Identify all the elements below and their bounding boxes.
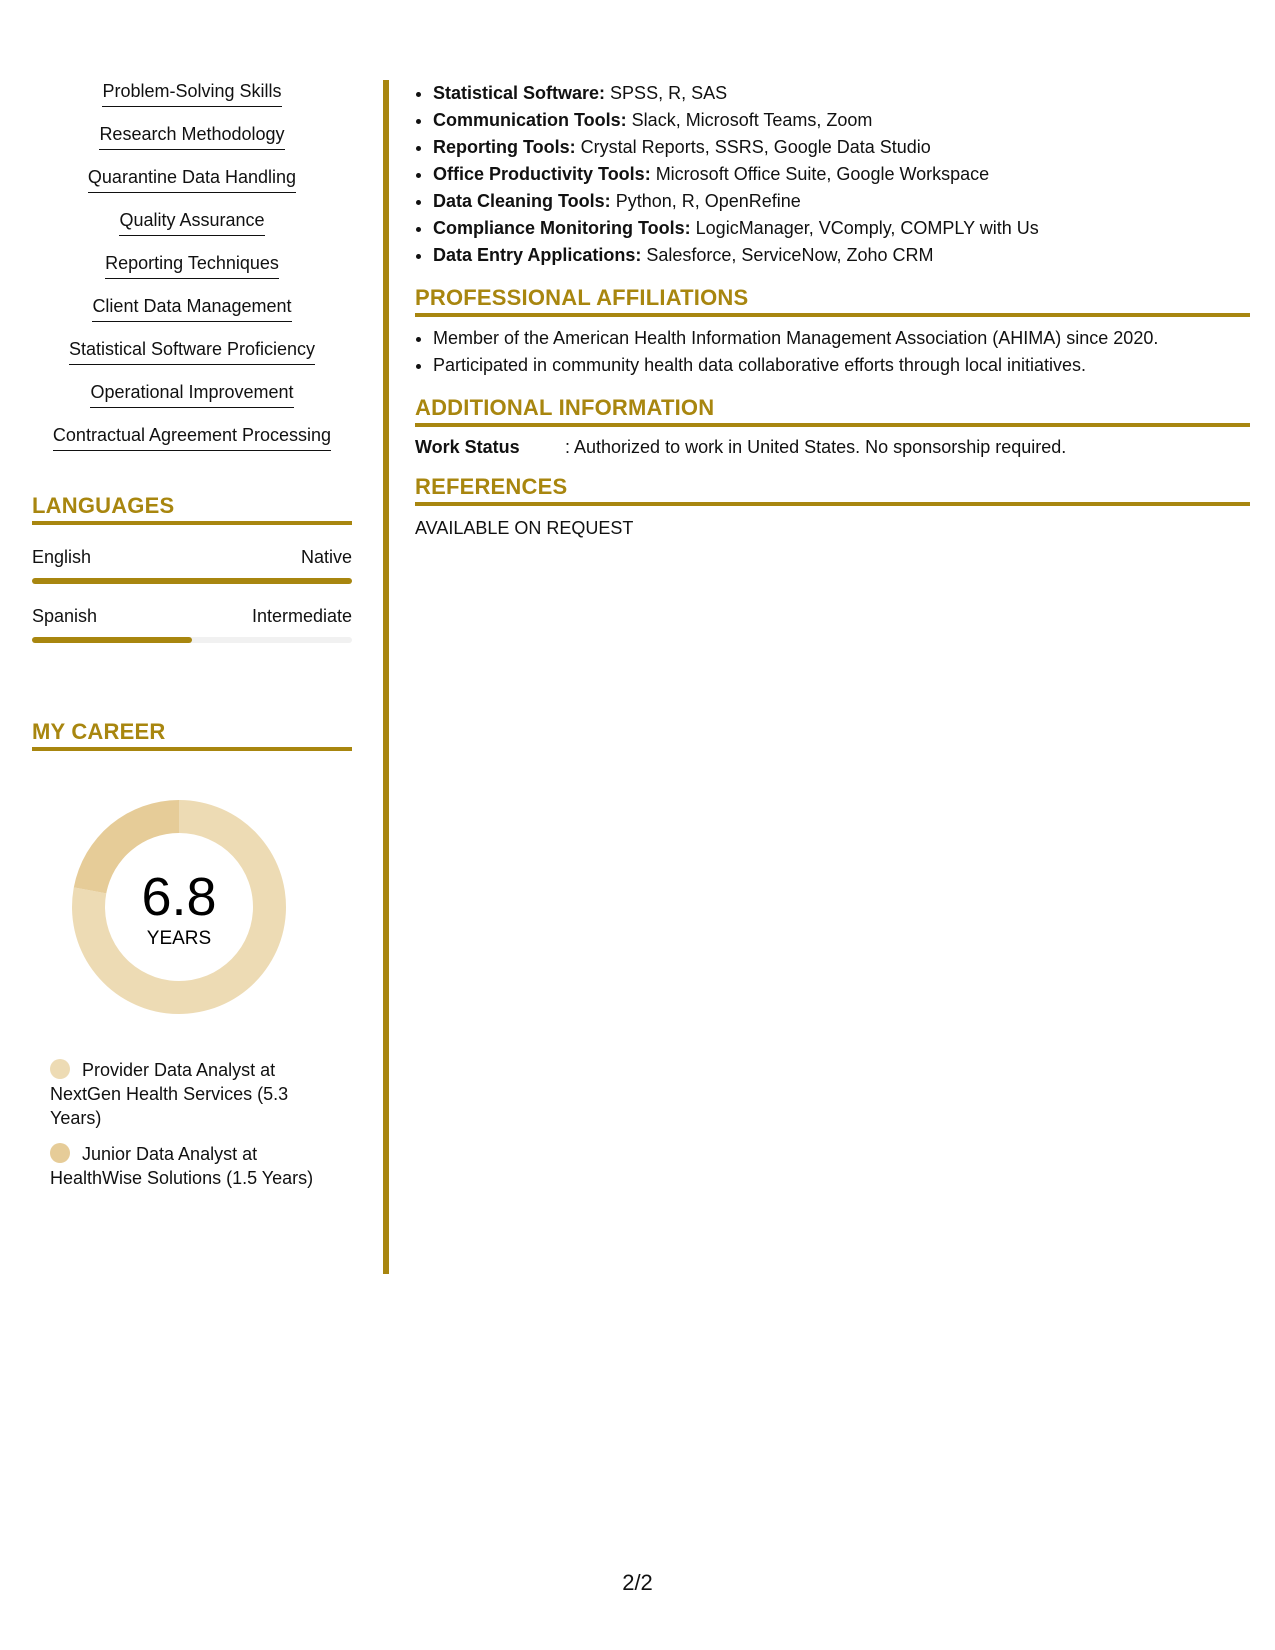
tool-values: SPSS, R, SAS <box>605 83 728 103</box>
main-content <box>415 80 1250 539</box>
career-total-years: 6.8 <box>141 867 217 927</box>
career-legend <box>50 1058 320 1190</box>
career-donut-chart <box>66 794 292 1020</box>
tools-list-item <box>433 134 1250 161</box>
page-number: 2/2 <box>622 1570 653 1595</box>
skill-tag: Research Methodology <box>99 123 284 150</box>
work-status-row <box>415 437 1250 458</box>
skill-tag: Reporting Techniques <box>105 252 279 279</box>
tool-category: Data Entry Applications: <box>433 245 642 265</box>
language-level: Native <box>300 547 352 567</box>
tools-list-item <box>433 242 1250 269</box>
affiliation-item: • Member of the American Health Information Management Association (AHIMA) since 2020. <box>433 325 1250 352</box>
skill-tag: Contractual Agreement Processing <box>53 424 331 451</box>
sidebar <box>32 80 352 1202</box>
skill-tag: Operational Improvement <box>90 381 293 408</box>
legend-dot-icon <box>50 1143 70 1163</box>
tool-values: Slack, Microsoft Teams, Zoom <box>626 110 873 130</box>
tool-values: Python, R, OpenRefine <box>610 191 801 211</box>
language-proficiency-bar <box>32 637 352 643</box>
skill-tag: Quality Assurance <box>119 209 264 236</box>
tools-list-item <box>433 80 1250 107</box>
tools-list-item <box>433 107 1250 134</box>
tool-values: Microsoft Office Suite, Google Workspace <box>650 164 990 184</box>
language-item <box>32 547 352 584</box>
tool-category: Compliance Monitoring Tools: <box>433 218 691 238</box>
skill-tag: Problem-Solving Skills <box>102 80 281 107</box>
tools-list-item <box>433 161 1250 188</box>
tool-values: LogicManager, VComply, COMPLY with Us <box>690 218 1039 238</box>
skill-tag: Quarantine Data Handling <box>88 166 296 193</box>
language-name: Spanish <box>32 606 98 626</box>
tool-category: Office Productivity Tools: <box>433 164 651 184</box>
career-legend-label: Junior Data Analyst at HealthWise Solutions (1.5 Years) <box>50 1144 314 1188</box>
affiliations-list <box>415 325 1250 379</box>
language-name: English <box>32 547 92 567</box>
affiliation-item: • Participated in community health data collaborative efforts through local initiatives. <box>433 352 1250 379</box>
tool-category: Statistical Software: <box>433 83 606 103</box>
skill-tag: Statistical Software Proficiency <box>69 338 315 365</box>
affiliations-heading: PROFESSIONAL AFFILIATIONS <box>415 285 1250 317</box>
references-heading: REFERENCES <box>415 474 1250 506</box>
tools-list <box>415 80 1250 269</box>
career-legend-label: Provider Data Analyst at NextGen Health Services (5.3 Years) <box>50 1060 289 1128</box>
career-heading: MY CAREER <box>32 719 352 751</box>
languages-heading: LANGUAGES <box>32 493 352 525</box>
column-divider <box>383 80 389 1274</box>
career-legend-item <box>50 1142 320 1190</box>
skill-tag: Client Data Management <box>92 295 291 322</box>
work-status-value: : Authorized to work in United States. No sponsorship required. <box>565 437 1067 457</box>
language-proficiency-fill <box>32 578 352 584</box>
language-proficiency-bar <box>32 578 352 584</box>
career-legend-item <box>50 1058 320 1130</box>
tools-list-item <box>433 215 1250 242</box>
tool-values: Salesforce, ServiceNow, Zoho CRM <box>641 245 934 265</box>
language-level: Intermediate <box>251 606 352 626</box>
references-text: AVAILABLE ON REQUEST <box>415 518 634 538</box>
language-proficiency-fill <box>32 637 192 643</box>
tool-category: Communication Tools: <box>433 110 627 130</box>
tools-list-item <box>433 188 1250 215</box>
tool-values: Crystal Reports, SSRS, Google Data Studio <box>575 137 931 157</box>
legend-dot-icon <box>50 1059 70 1079</box>
tool-category: Data Cleaning Tools: <box>433 191 611 211</box>
tool-category: Reporting Tools: <box>433 137 576 157</box>
career-years-unit: YEARS <box>146 928 212 949</box>
work-status-label: Work Status <box>415 437 520 457</box>
skills-list <box>32 80 352 467</box>
additional-info-heading: ADDITIONAL INFORMATION <box>415 395 1250 427</box>
language-item <box>32 606 352 643</box>
